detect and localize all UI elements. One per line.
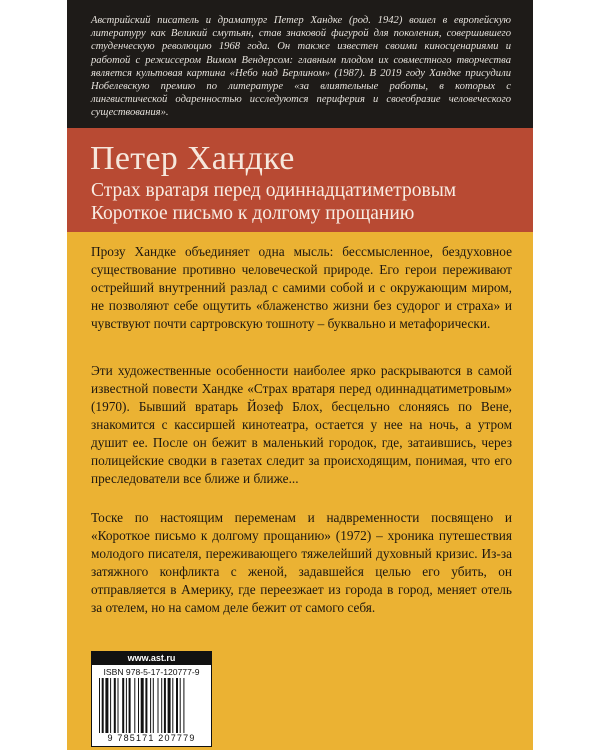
barcode-bar [183, 678, 184, 736]
work-title-1: Страх вратаря перед одиннадцатиметровым [91, 180, 457, 201]
isbn-label: ISBN 978-5-17-120777-9 [103, 667, 200, 677]
barcode-bar [164, 678, 166, 736]
annotation-paragraph-3: Тоске по настоящим переменам и надвременности посвящено и «Короткое письмо к долгому прощанию» (1972) – хроника путешествия молодого писателя, переживающего тяжелейший духовный кризис. Из-за затяжного конфликта с женой, задавшейся целью его убить, он отправляется в Америку, где переезжает из города в город, меняет отель за отелем, но на самом деле бежит от самого себя. [91, 510, 512, 615]
barcode-bar [99, 678, 100, 736]
barcode-bar [158, 678, 159, 736]
barcode-bar [122, 678, 124, 736]
barcode-bar [180, 678, 181, 736]
author-bio: Австрийский писатель и драматург Петер Хандке (род. 1942) вошел в европейскую литературу как Великий смутьян, став знаковой фигурой для поколения, совершившего студенческую революцию 1968 года. Он также известен своими киносценариями и работой с режиссером Вимом Вендерсом: главным плодом их совместного творчества является культовая картина «Небо над Берлином» (1987). В 2019 году Хандке присудили Нобелевскую премию по литературе «за влиятельные работы, в которых с лингвистической одаренностью исследуются периферия и своеобразие человеческого существования». [91, 15, 511, 119]
barcode-bar [161, 678, 162, 736]
barcode-bar [126, 678, 127, 736]
annotation-paragraph-1: Прозу Хандке объединяет одна мысль: бессмысленное, бездуховное существование противно человеческой природе. Его герои переживают острейший внутренний разлад с самими собой и с окружающим миром, не позволяют себе ощутить «блаженство жизни без судорог и страха» и чувствуют почти сартровскую тошноту – буквально и метафорически. [91, 244, 512, 331]
barcode-bar [145, 678, 147, 736]
barcode-block [91, 651, 212, 747]
barcode-bar [118, 678, 119, 736]
publisher-url: www.ast.ru [92, 652, 211, 665]
annotation-paragraph-2: Эти художественные особенности наиболее ярко раскрываются в самой известной повести Хандке «Страх вратаря перед одиннадцатиметровым» (1970). Бывший вратарь Йозеф Блох, бесцельно слоняясь по Вене, знакомится с кассиршей кинотеатра, остается у нее на ночь, а утром душит ее. После он бежит в маленький городок, где, затаившись, через полицейские сводки в газетах следит за происходящим, понимая, что его преследователи все ближе и ближе... [91, 363, 512, 486]
barcode-bar [114, 678, 116, 736]
barcode-bar [138, 678, 139, 736]
barcode-bar [134, 678, 135, 736]
barcode-bar [176, 678, 178, 736]
barcode-bar [153, 678, 154, 736]
work-title-2: Короткое письмо к долгому прощанию [91, 203, 415, 224]
ean-number: 9 785171 207779 [92, 733, 211, 744]
barcode-bar [141, 678, 144, 736]
barcode-bar [105, 678, 108, 736]
barcode-bar [110, 678, 111, 736]
barcode-icon [98, 678, 206, 736]
barcode-bar [129, 678, 131, 736]
barcode-bar [168, 678, 171, 736]
barcode-bar [172, 678, 173, 736]
author-name: Петер Хандке [90, 140, 295, 177]
barcode-bar [150, 678, 151, 736]
barcode-bar [102, 678, 104, 736]
